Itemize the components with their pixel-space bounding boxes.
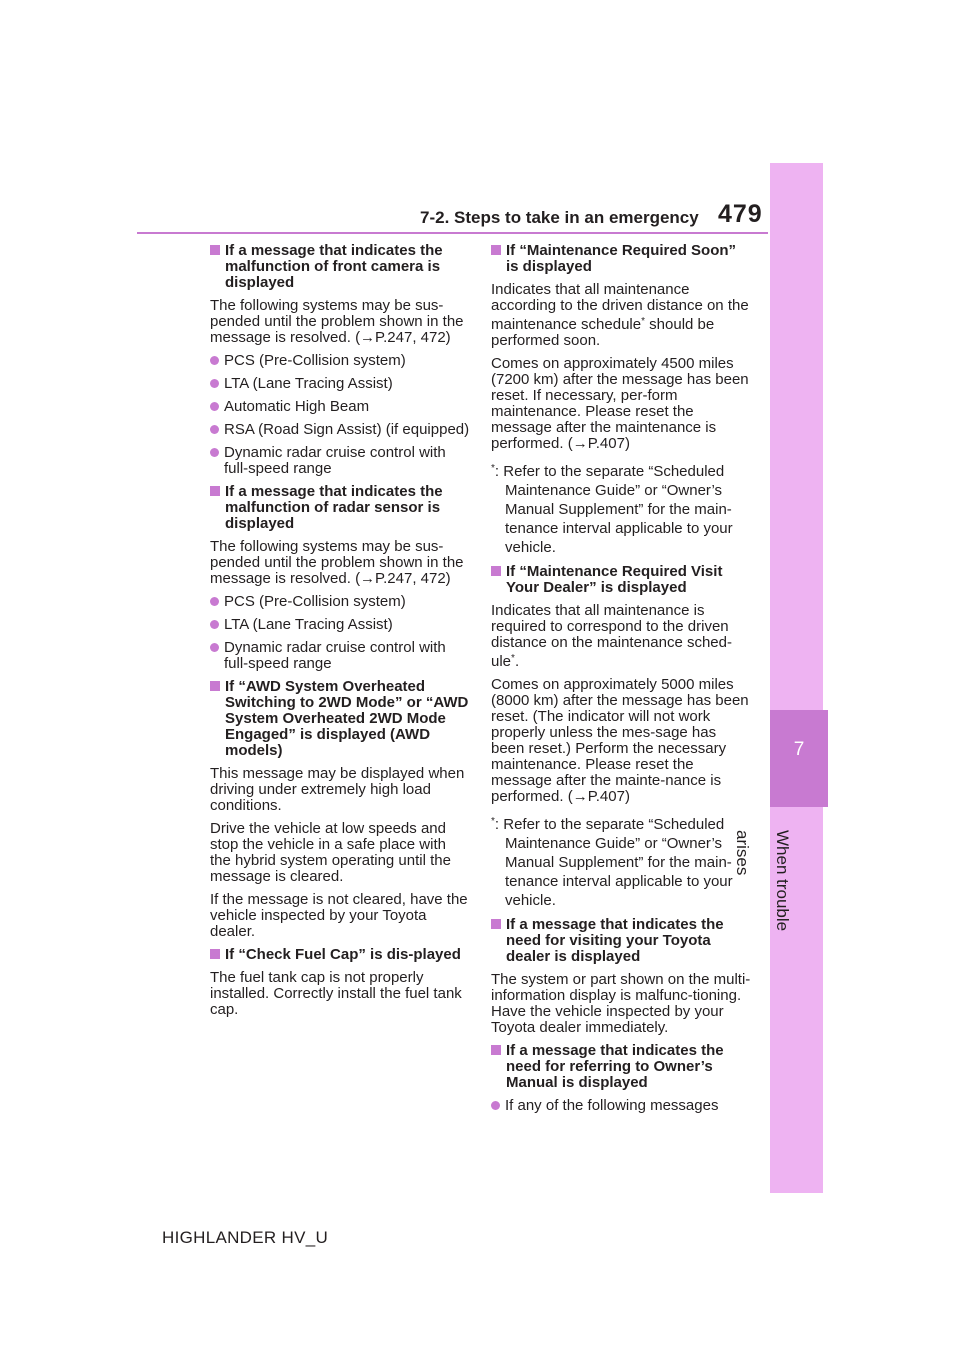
list-item: RSA (Road Sign Assist) (if equipped): [210, 422, 470, 438]
heading-maintenance-visit-dealer: If “Maintenance Required Visit Your Dealer” is displayed: [491, 564, 751, 596]
left-column: [210, 243, 470, 1025]
heading-front-camera: If a message that indicates the malfunction of front camera is displayed: [210, 243, 470, 291]
footer-model: HIGHLANDER HV_U: [162, 1228, 329, 1247]
list-item: PCS (Pre-Collision system): [210, 353, 470, 369]
square-bullet-icon: [491, 566, 501, 576]
footnote: *: Refer to the separate “Scheduled Maintenance Guide” or “Owner’s Manual Supplement” for the main-tenance interval applicable to your vehicle.: [491, 816, 733, 909]
list-item: PCS (Pre-Collision system): [210, 594, 470, 610]
round-bullet-icon: [210, 643, 219, 652]
round-bullet-icon: [210, 620, 219, 629]
paragraph: Indicates that all maintenance is required to correspond to the driven distance on the maintenance sched-ule*.: [491, 602, 732, 670]
square-bullet-icon: [491, 919, 501, 929]
round-bullet-icon: [210, 402, 219, 411]
square-bullet-icon: [491, 1045, 501, 1055]
header-rule: [137, 232, 768, 234]
list-item: Automatic High Beam: [210, 399, 470, 415]
paragraph: The following systems may be sus-pended until the problem shown in the message is resolved. (→P.247, 472): [210, 538, 464, 587]
chapter-number: 7: [793, 739, 805, 760]
heading-awd-overheated: If “AWD System Overheated Switching to 2WD Mode” or “AWD System Overheated 2WD Mode Engaged” is displayed (AWD models): [210, 679, 470, 759]
page-number: 479: [718, 200, 763, 228]
paragraph: The following systems may be sus-pended until the problem shown in the message is resolved. (→P.247, 472): [210, 297, 464, 346]
section-title: 7-2. Steps to take in an emergency: [420, 208, 699, 227]
footnote: *: Refer to the separate “Scheduled Maintenance Guide” or “Owner’s Manual Supplement” for the main-tenance interval applicable to your vehicle.: [491, 463, 733, 556]
paragraph: The fuel tank cap is not properly installed. Correctly install the fuel tank cap.: [210, 969, 462, 1018]
heading-owners-manual: If a message that indicates the need for referring to Owner’s Manual is displayed: [491, 1043, 751, 1091]
round-bullet-icon: [210, 448, 219, 457]
list-item: Dynamic radar cruise control with full-speed range: [210, 445, 470, 477]
list-item: LTA (Lane Tracing Assist): [210, 376, 470, 392]
paragraph: Indicates that all maintenance according to the driven distance on the maintenance schedule* should be performed soon.: [491, 281, 749, 349]
list-item: Dynamic radar cruise control with full-speed range: [210, 640, 470, 672]
heading-visit-dealer: If a message that indicates the need for visiting your Toyota dealer is displayed: [491, 917, 751, 965]
heading-check-fuel-cap: If “Check Fuel Cap” is dis-played: [210, 947, 470, 963]
square-bullet-icon: [210, 245, 220, 255]
list-item: If any of the following messages: [491, 1098, 751, 1114]
list-item: LTA (Lane Tracing Assist): [210, 617, 470, 633]
paragraph: Comes on approximately 4500 miles (7200 km) after the message has been reset. If necessary, per-form maintenance. Please reset the message after the maintenance is performed. (→P.407): [491, 355, 749, 452]
round-bullet-icon: [491, 1101, 500, 1110]
square-bullet-icon: [210, 681, 220, 691]
paragraph: This message may be displayed when driving under extremely high load conditions.: [210, 765, 465, 814]
round-bullet-icon: [210, 425, 219, 434]
round-bullet-icon: [210, 356, 219, 365]
chapter-tab: [770, 163, 823, 1193]
paragraph: If the message is not cleared, have the vehicle inspected by your Toyota dealer.: [210, 891, 468, 940]
right-column: [491, 243, 751, 1121]
paragraph: Drive the vehicle at low speeds and stop the vehicle in a safe place with the hybrid system operating until the message is cleared.: [210, 820, 451, 885]
heading-radar-sensor: If a message that indicates the malfunction of radar sensor is displayed: [210, 484, 470, 532]
paragraph: Comes on approximately 5000 miles (8000 km) after the message has been reset. (The indicator will not work properly unless the mes-sage has been reset.) Perform the necessary maintenance. Please reset the message after the mainte-nance is performed. (→P.407): [491, 676, 749, 805]
paragraph: The system or part shown on the multi-information display is malfunc-tioning. Have the vehicle inspected by your Toyota dealer immediately.: [491, 971, 751, 1036]
square-bullet-icon: [210, 949, 220, 959]
round-bullet-icon: [210, 597, 219, 606]
square-bullet-icon: [210, 486, 220, 496]
chapter-title: When trouble arises: [733, 830, 792, 932]
square-bullet-icon: [491, 245, 501, 255]
heading-maintenance-soon: If “Maintenance Required Soon” is displayed: [491, 243, 751, 275]
round-bullet-icon: [210, 379, 219, 388]
